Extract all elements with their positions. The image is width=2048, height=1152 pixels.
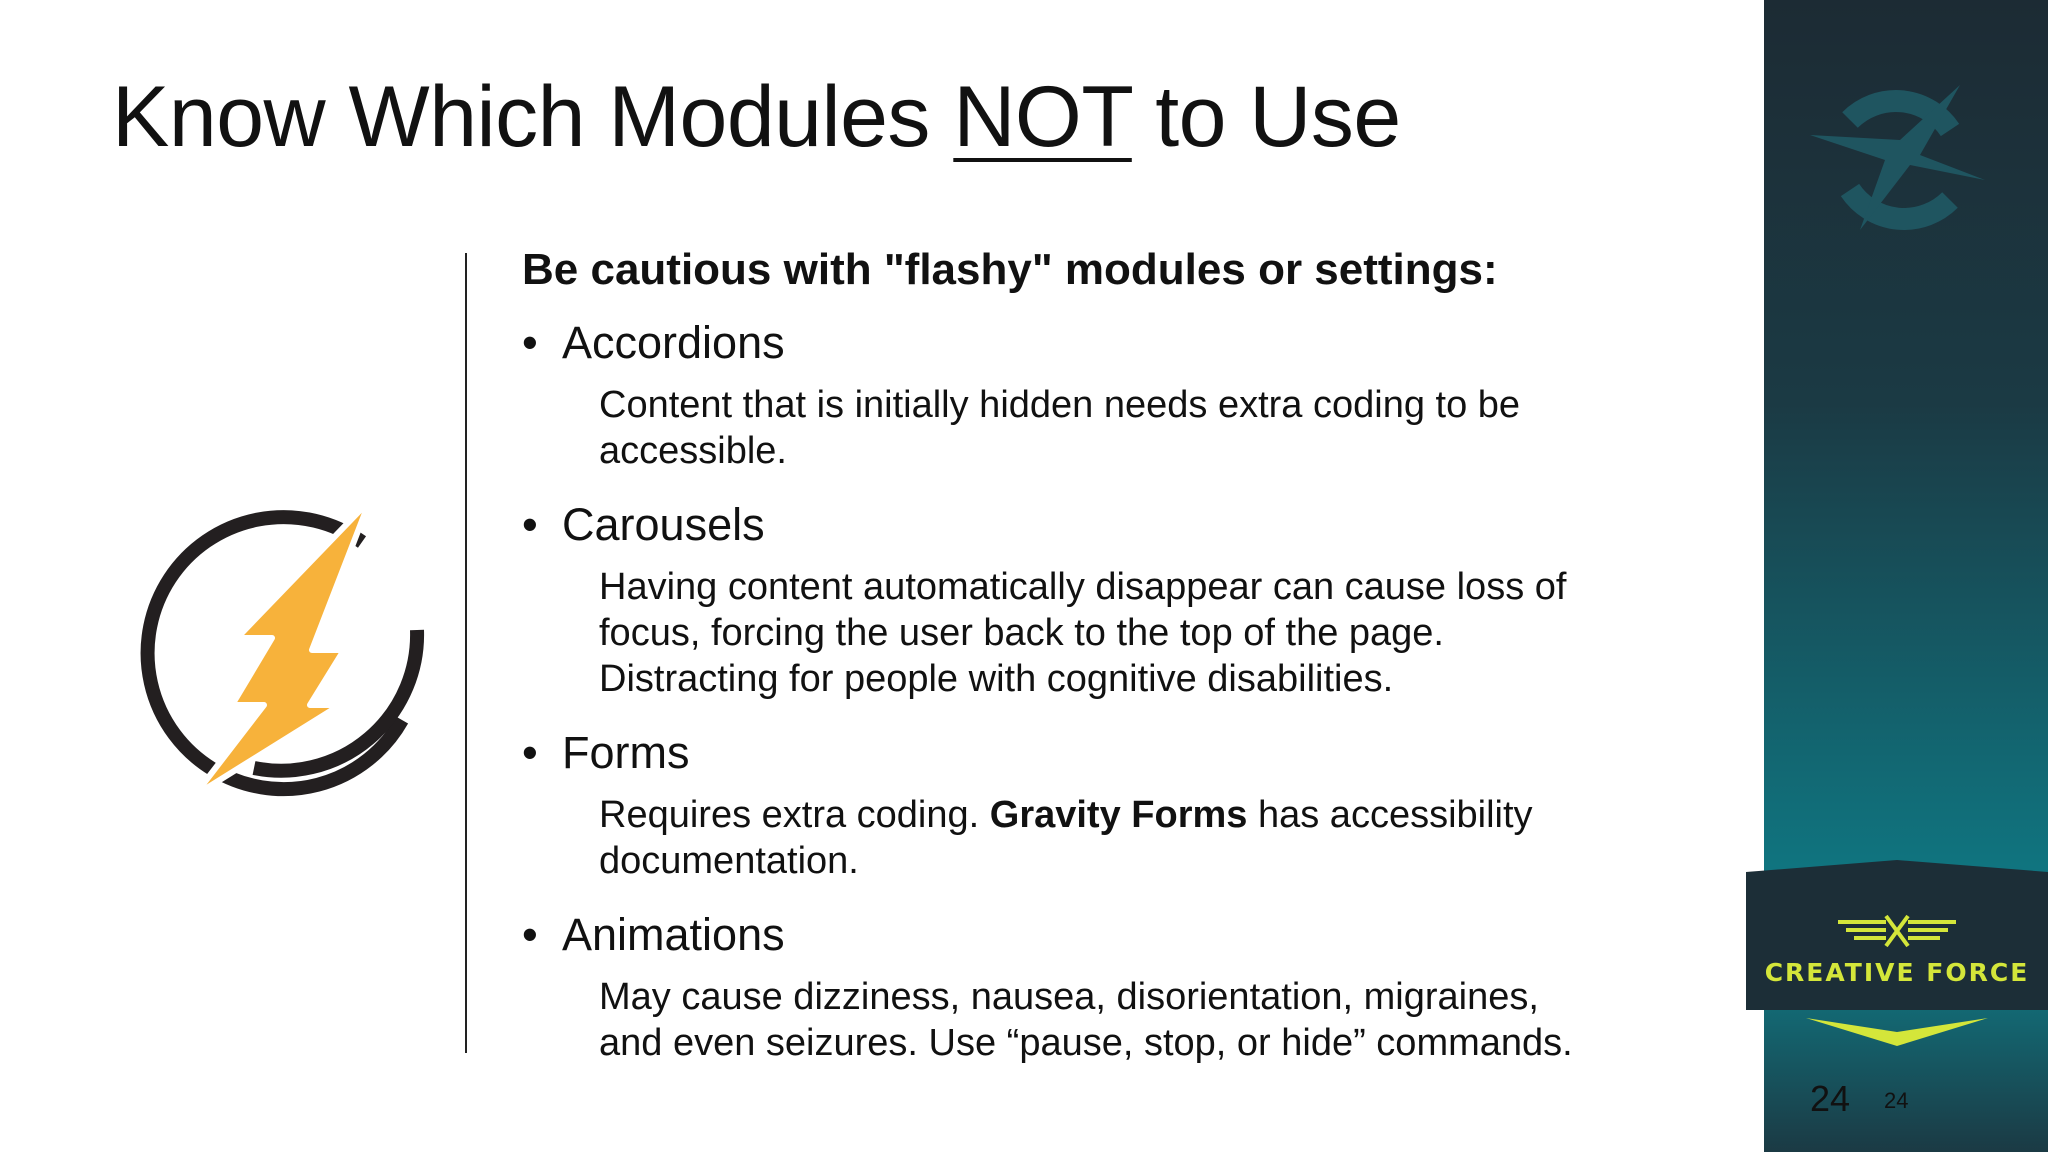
compass-star-logo-icon bbox=[1800, 80, 2000, 240]
brand-name: CREATIVE FORCE bbox=[1764, 958, 2030, 987]
desc-forms: Requires extra coding. Gravity Forms has accessibility documentation. bbox=[599, 794, 1533, 882]
content-heading: Be cautious with "flashy" modules or settings: bbox=[522, 245, 1498, 294]
slide-number-small: 24 bbox=[1884, 1088, 1909, 1113]
title-text-after: to Use bbox=[1131, 69, 1401, 165]
slide-number-large: 24 bbox=[1810, 1078, 1851, 1119]
bullet-carousels: • Carousels bbox=[522, 496, 1582, 554]
desc-carousels: Having content automatically disappear can cause loss of focus, forcing the user back to the top of the page. Distracting for people with cognitive disabilities. bbox=[599, 566, 1567, 700]
slide-title bbox=[112, 62, 1401, 172]
lightning-bolt-circle-icon bbox=[132, 500, 432, 800]
bullet-dot: • bbox=[522, 499, 538, 550]
vertical-divider bbox=[465, 253, 467, 1053]
title-text-before: Know Which Modules bbox=[112, 69, 954, 165]
desc-accordions: Content that is initially hidden needs extra coding to be accessible. bbox=[599, 384, 1521, 472]
bullet-forms: • Forms bbox=[522, 724, 1582, 782]
bullet-accordions: • Accordions bbox=[522, 314, 1582, 372]
bullet-dot: • bbox=[522, 317, 538, 368]
title-emphasis: NOT bbox=[953, 69, 1132, 165]
gravity-forms-emphasis: Gravity Forms bbox=[989, 794, 1248, 836]
bullet-dot: • bbox=[522, 727, 538, 778]
bullet-dot: • bbox=[522, 909, 538, 960]
bullet-animations: • Animations bbox=[522, 906, 1582, 964]
content-list bbox=[522, 240, 1582, 1088]
brand-badge bbox=[1746, 860, 2048, 1050]
desc-animations: May cause dizziness, nausea, disorientation, migraines, and even seizures. Use “pause, stop, or hide” commands. bbox=[599, 976, 1573, 1064]
